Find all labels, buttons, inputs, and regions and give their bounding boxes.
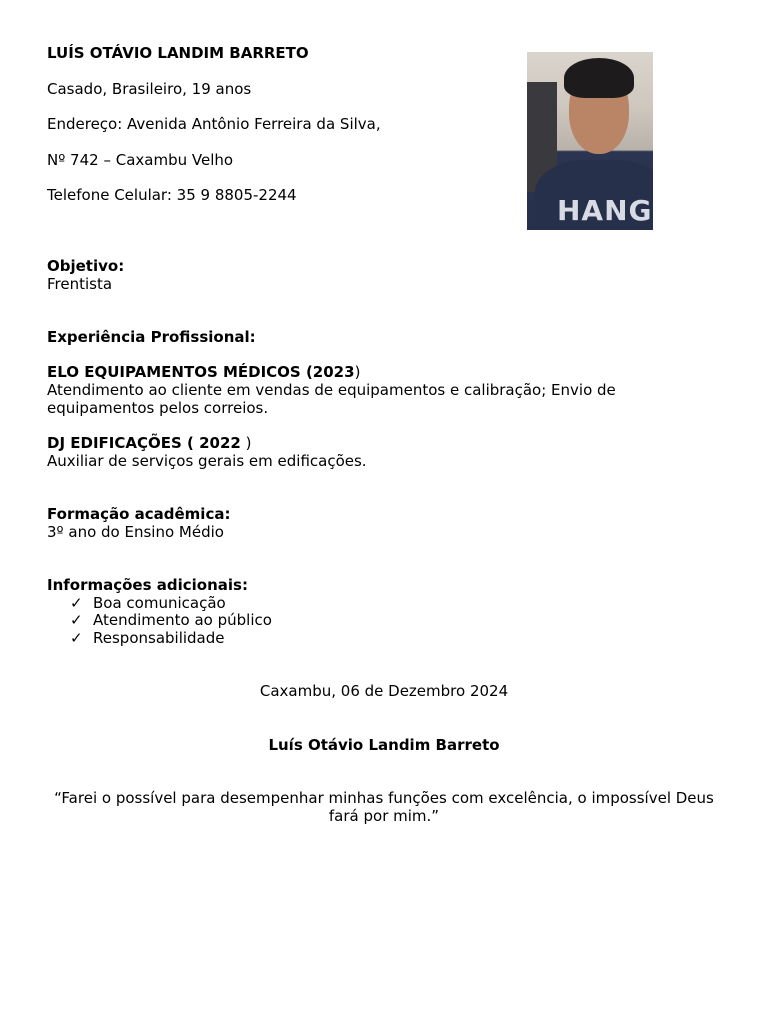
job-title-2-suffix: ) [240,434,252,452]
check-icon: ✓ [70,611,83,629]
closing-quote: “Farei o possível para desempenhar minhas funções com excelência, o impossível Deus fará por mim.” [54,789,714,825]
check-icon: ✓ [70,629,83,647]
candidate-name: LUÍS OTÁVIO LANDIM BARRETO [47,44,309,62]
job-title-2-text: DJ EDIFICAÇÕES ( 2022 [47,434,241,452]
photo-hair [564,58,634,98]
signature-name: Luís Otávio Landim Barreto [268,736,500,754]
job-title-1-suffix: ) [354,363,361,381]
additional-item-3: Responsabilidade [93,629,225,647]
photo-shirt-print: HANG [557,194,653,227]
place-date: Caxambu, 06 de Dezembro 2024 [259,682,509,700]
additional-item-2: Atendimento ao público [93,611,272,629]
experience-heading: Experiência Profissional: [47,328,256,346]
profile-photo [527,52,653,230]
job-title-1 [47,363,360,381]
education-heading: Formação acadêmica: [47,505,231,523]
objective-heading: Objetivo: [47,257,125,275]
job-title-2 [47,434,251,452]
objective-text: Frentista [47,275,113,293]
additional-item-1: Boa comunicação [93,594,226,612]
check-icon: ✓ [70,594,83,612]
phone: Telefone Celular: 35 9 8805-2244 [47,186,297,204]
education-text: 3º ano do Ensino Médio [47,523,224,541]
job-title-1-text: ELO EQUIPAMENTOS MÉDICOS (2023 [47,363,355,381]
job-description-1: Atendimento ao cliente em vendas de equipamentos e calibração; Envio de equipamentos pelos correios. [47,381,616,417]
address-line-1: Endereço: Avenida Antônio Ferreira da Silva, [47,115,381,133]
address-line-2: Nº 742 – Caxambu Velho [47,151,234,169]
job-description-2: Auxiliar de serviços gerais em edificações. [47,452,367,470]
civil-status: Casado, Brasileiro, 19 anos [47,80,252,98]
additional-heading: Informações adicionais: [47,576,248,594]
